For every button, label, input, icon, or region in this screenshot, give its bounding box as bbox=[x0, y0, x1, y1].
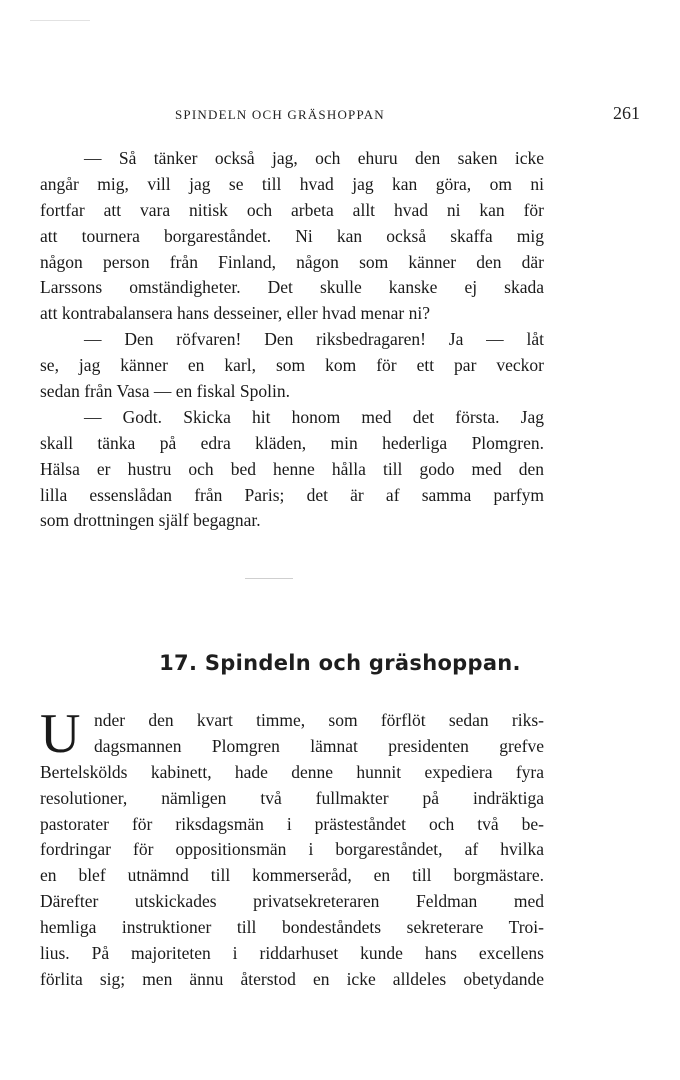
text-line: — Godt. Skicka hit honom med det första. Jag bbox=[84, 406, 544, 427]
text-line: Bertelskölds kabinett, hade denne hunnit expediera fyra bbox=[40, 761, 544, 782]
page-number: 261 bbox=[613, 103, 640, 123]
text-line: fordringar för oppositionsmän i borgareståndet, af hvilka bbox=[40, 839, 544, 860]
drop-cap: U bbox=[40, 703, 81, 765]
text-line: sedan från Vasa — en fiskal Spolin. bbox=[40, 381, 290, 402]
text-line: någon person från Finland, någon som känner den där bbox=[40, 251, 544, 272]
chapter-title: 17. Spindeln och gräshoppan. bbox=[159, 651, 521, 675]
text-line: fortfar att vara nitisk och arbeta allt hvad ni kan för bbox=[40, 199, 544, 220]
text-line: — Den röfvaren! Den riksbedragaren! Ja — låt bbox=[84, 329, 544, 350]
text-line: Hälsa er hustru och bed henne hålla till godo med den bbox=[40, 458, 544, 479]
text-line: pastorater för riksdagsmän i prästeståndet och två be- bbox=[40, 813, 544, 834]
text-line: som drottningen själf begagnar. bbox=[40, 510, 261, 531]
text-line: förlita sig; men ännu återstod en icke alldeles obetydande bbox=[40, 968, 544, 989]
text-line: nder den kvart timme, som förflöt sedan riks- bbox=[94, 710, 544, 730]
section-divider bbox=[245, 578, 293, 579]
page-header bbox=[40, 105, 640, 127]
text-line: Larssons omständigheter. Det skulle kanske ej skada bbox=[40, 277, 544, 298]
dialogue-text bbox=[40, 146, 544, 534]
text-line: lilla essenslådan från Paris; det är af samma parfym bbox=[40, 484, 544, 505]
text-line: lius. På majoriteten i riddarhuset kunde hans excellens bbox=[40, 943, 544, 964]
text-line: skall tänka på edra kläden, min hederliga Plomgren. bbox=[40, 432, 544, 453]
chapter-body bbox=[40, 703, 544, 993]
text-line: resolutioner, nämligen två fullmakter på indräktiga bbox=[40, 787, 544, 808]
text-line: en blef utnämnd till kommerseråd, en till borgmästare. bbox=[40, 865, 544, 886]
text-line: att tournera borgareståndet. Ni kan också skaffa mig bbox=[40, 225, 544, 246]
scan-mark bbox=[30, 20, 90, 21]
running-title: SPINDELN OCH GRÄSHOPPAN bbox=[175, 107, 385, 122]
text-line: dagsmannen Plomgren lämnat presidenten grefve bbox=[94, 735, 544, 756]
text-line: — Så tänker också jag, och ehuru den saken icke bbox=[84, 148, 544, 168]
text-line: att kontrabalansera hans desseiner, eller hvad menar ni? bbox=[40, 303, 430, 324]
text-line: se, jag känner en karl, som kom för ett par veckor bbox=[40, 355, 544, 376]
text-line: Därefter utskickades privatsekreteraren Feldman med bbox=[40, 891, 544, 912]
text-line: angår mig, vill jag se till hvad jag kan göra, om ni bbox=[40, 173, 544, 194]
text-line: hemliga instruktioner till bondeståndets sekreterare Troi- bbox=[40, 917, 544, 938]
